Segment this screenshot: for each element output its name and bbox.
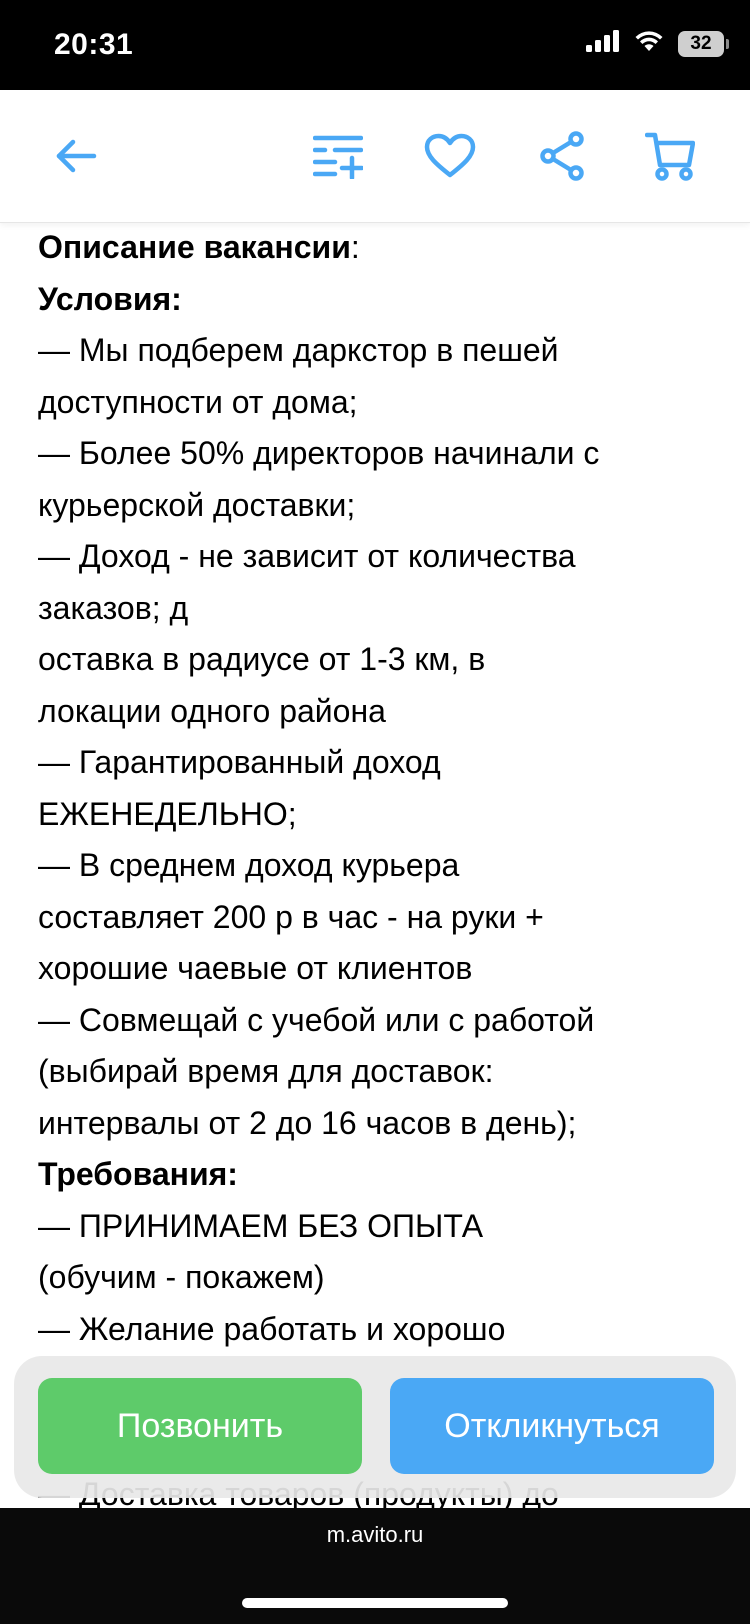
text-line: курьерской доставки; [38, 486, 356, 523]
back-arrow-icon[interactable] [50, 130, 102, 182]
top-toolbar [0, 90, 750, 223]
action-bar [14, 1356, 736, 1498]
share-icon[interactable] [536, 130, 588, 182]
battery-icon: 32 [678, 31, 724, 57]
text-line: — ПРИНИМАЕМ БЕЗ ОПЫТА [38, 1207, 484, 1244]
text-line: — Мы подберем даркстор в пешей [38, 332, 559, 368]
text-line: — Желание работать и хорошо [38, 1310, 506, 1347]
compare-list-icon[interactable] [312, 130, 364, 182]
status-icons [586, 30, 724, 57]
favorite-heart-icon[interactable] [424, 130, 476, 182]
description-heading-text: Описание вакансии [38, 229, 351, 265]
text-line: — Более 50% директоров начинали с [38, 435, 600, 471]
description-heading [38, 222, 728, 274]
text-line: составляет 200 р в час - на руки + [38, 898, 544, 935]
text-line: (выбирай время для доставок: [38, 1053, 494, 1089]
browser-bar [0, 1508, 750, 1624]
text-line: интервалы от 2 до 16 часов в день); [38, 1104, 577, 1141]
text-line: ЕЖЕНЕДЕЛЬНО; [38, 795, 297, 832]
cart-icon[interactable] [644, 130, 696, 182]
requirements-title: Требования: [38, 1156, 238, 1192]
respond-button[interactable]: Откликнуться [390, 1378, 714, 1474]
call-button[interactable]: Позвонить [38, 1378, 362, 1474]
text-line: — Совмещай с учебой или с работой [38, 1001, 595, 1038]
vacancy-description [38, 222, 728, 1402]
conditions-title: Условия: [38, 280, 182, 317]
text-line: — В среднем доход курьера [38, 847, 460, 883]
text-line: (обучим - покажем) [38, 1259, 325, 1295]
text-line: оставка в радиусе от 1-3 км, в [38, 641, 486, 677]
text-line: доступности от дома; [38, 383, 358, 420]
home-indicator[interactable] [242, 1598, 508, 1608]
status-bar [0, 0, 750, 90]
text-line: локации одного района [38, 692, 386, 729]
text-line: хорошие чаевые от клиентов [38, 950, 473, 986]
description-heading-suffix: : [350, 229, 360, 265]
url-text[interactable]: m.avito.ru [326, 1522, 424, 1547]
signal-icon [586, 30, 620, 57]
wifi-icon [634, 30, 664, 57]
text-line: заказов; д [38, 589, 189, 626]
status-time: 20:31 [54, 28, 134, 61]
text-line: — Гарантированный доход [38, 744, 441, 780]
text-line: — Доход - не зависит от количества [38, 538, 576, 574]
